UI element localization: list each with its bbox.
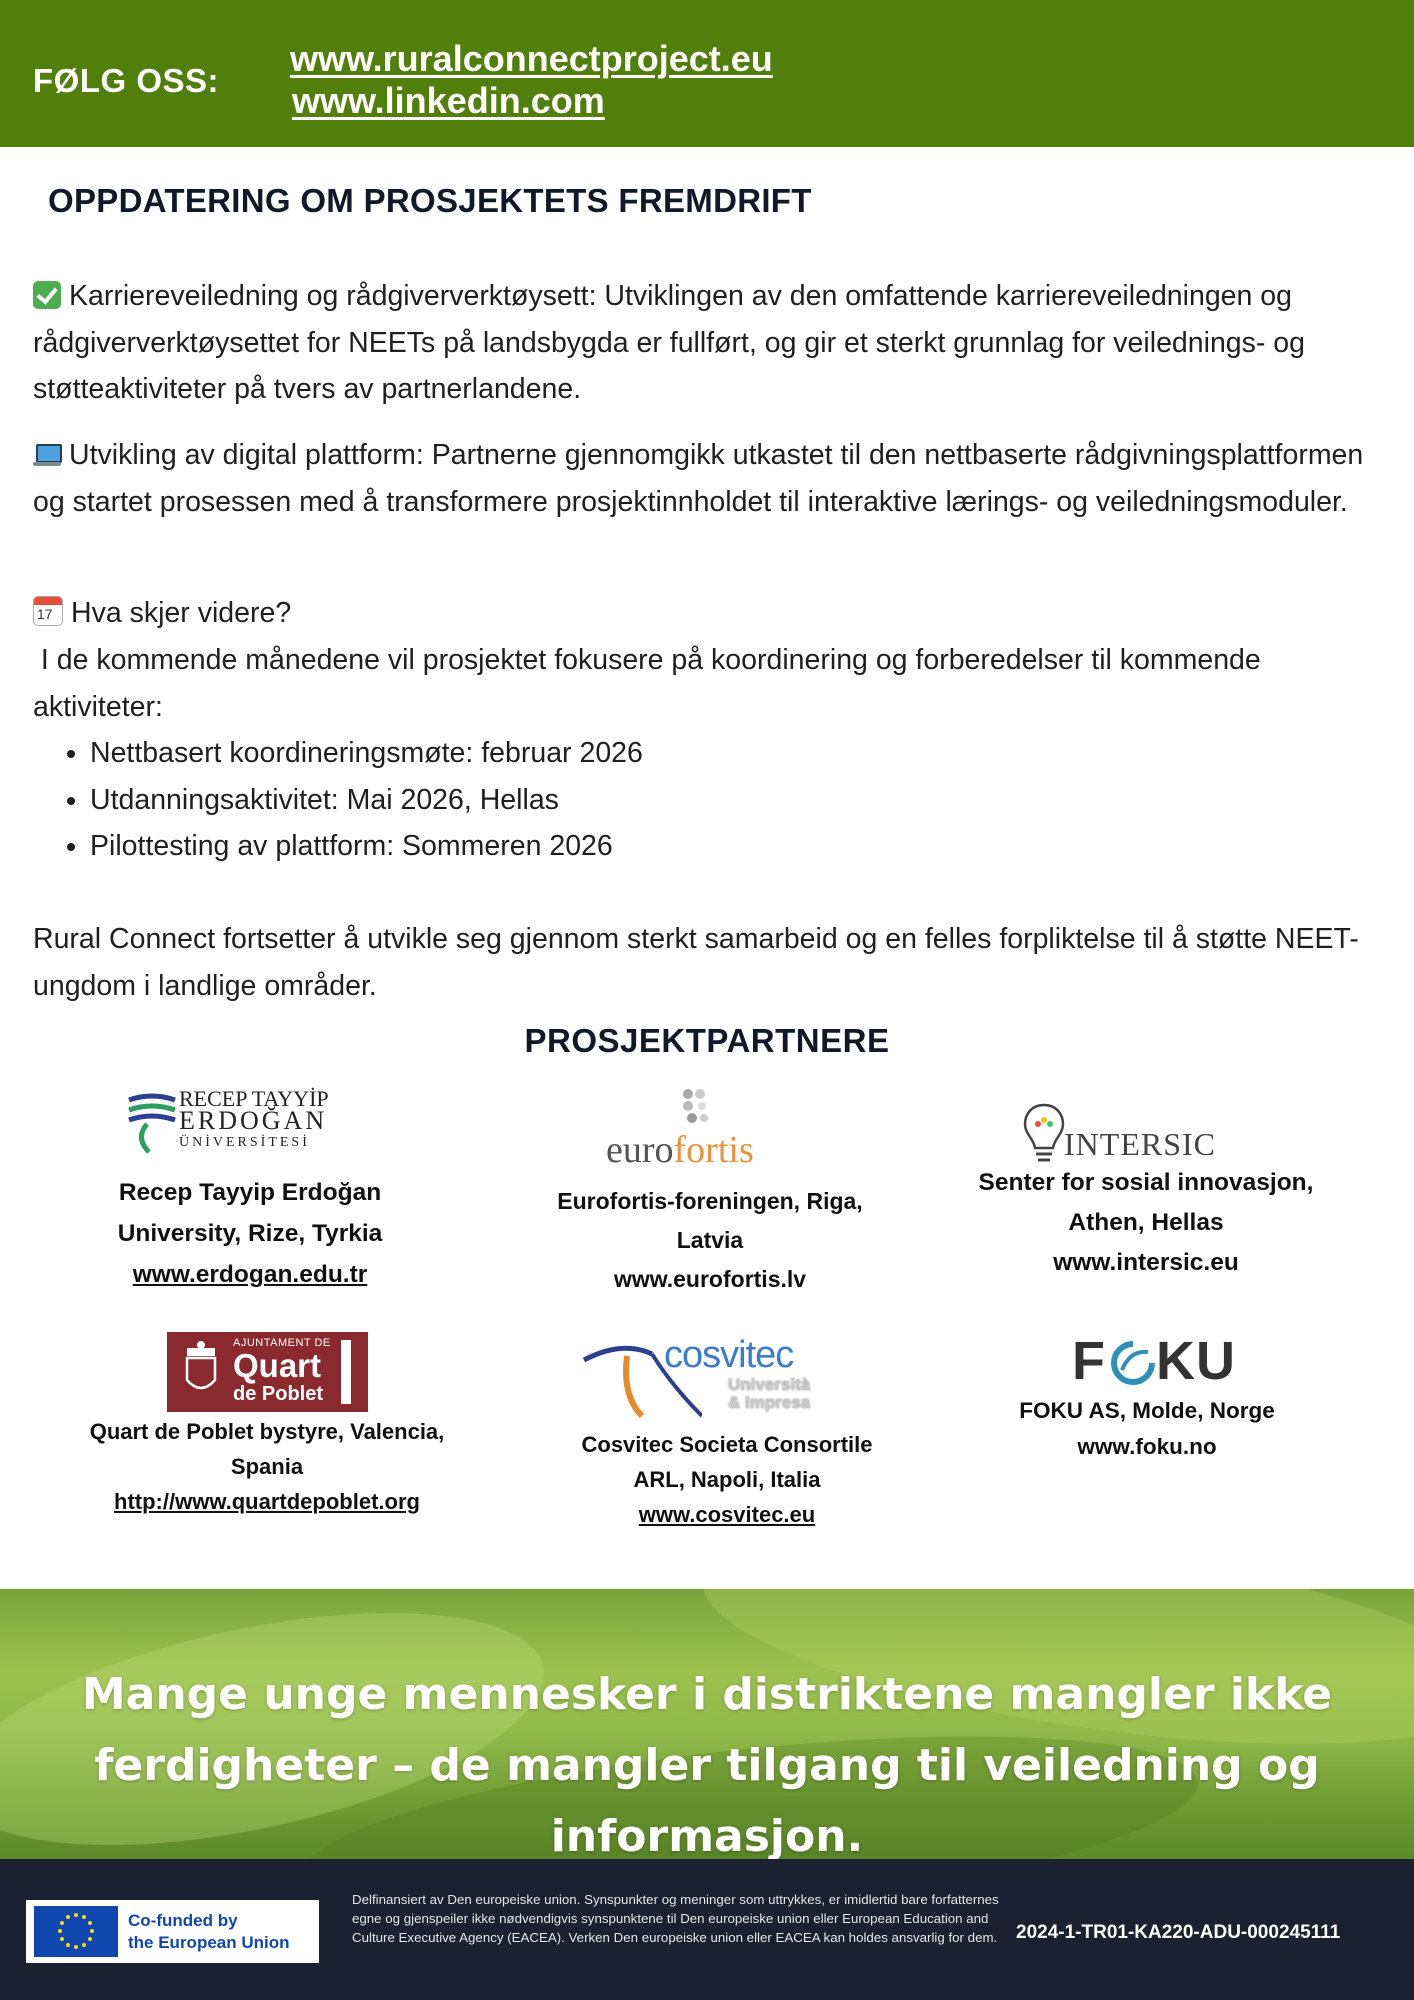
career-paragraph xyxy=(33,273,1383,413)
quart-de-poblet-logo: AJUNTAMENT DE Quart de Poblet xyxy=(167,1332,368,1412)
partners-heading: PROSJEKTPARTNERE xyxy=(524,1022,890,1059)
partner-foku: FOKU AS, Molde, Norge www.foku.no xyxy=(947,1393,1347,1465)
platform-paragraph xyxy=(33,432,1383,525)
eurofortis-logo: eurofortis xyxy=(606,1088,816,1176)
coat-of-arms-icon xyxy=(181,1340,221,1400)
eurofortis-link[interactable]: www.eurofortis.lv xyxy=(613,1266,807,1292)
laptop-icon xyxy=(33,440,61,468)
grass-banner xyxy=(0,1589,1414,1859)
list-item: • Pilottesting av plattform: Sommeren 2026 xyxy=(90,823,643,870)
eurofortis-dots-icon xyxy=(678,1088,718,1128)
page-title: OPPDATERING OM PROSJEKTETS FREMDRIFT xyxy=(48,182,812,219)
erdogan-emblem-icon xyxy=(127,1090,177,1156)
eu-cofunded-badge: Co-funded by the European Union xyxy=(26,1900,319,1963)
list-item: • Nettbasert koordineringsmøte: februar 2026 xyxy=(90,730,643,777)
partner-erdogan: Recep Tayyip Erdoğan University, Rize, Tyrkia www.erdogan.edu.tr xyxy=(60,1172,440,1295)
erdogan-link[interactable]: www.erdogan.edu.tr xyxy=(132,1261,368,1288)
cosvitec-link[interactable]: www.cosvitec.eu xyxy=(638,1502,816,1527)
follow-label: FØLG OSS: xyxy=(33,62,219,99)
project-code: 2024-1-TR01-KA220-ADU-000245111 xyxy=(1016,1922,1341,1943)
foku-o-swirl-icon xyxy=(1110,1340,1156,1386)
calendar-icon: 17 xyxy=(33,596,63,626)
lightbulb-icon xyxy=(1022,1102,1066,1168)
partner-quart: Quart de Poblet bystyre, Valencia, Spania http://www.quartdepoblet.org xyxy=(62,1414,472,1519)
next-heading xyxy=(33,590,1383,637)
intersic-logo: INTERSIC xyxy=(1022,1102,1232,1170)
partner-cosvitec: Cosvitec Societa Consortile ARL, Napoli, Italia www.cosvitec.eu xyxy=(527,1427,927,1532)
next-heading-text: Hva skjer videre? xyxy=(71,597,292,629)
erdogan-logo: RECEP TAYYİP ERDOĞAN ÜNİVERSİTESİ xyxy=(127,1088,357,1158)
platform-text: Utvikling av digital plattform: Partnerne gjennomgikk utkastet til den nettbaserte rådgivningsplattformen og startet prosessen med å transformere prosjektinnholdet til interaktive lærings- og veiledningsmoduler. xyxy=(33,439,1364,518)
cosvitec-logo: cosvitec Università & Impresa xyxy=(582,1336,830,1422)
partner-intersic: Senter for sosial innovasjon, Athen, Hellas www.intersic.eu xyxy=(946,1163,1346,1283)
banner-quote: Mange unge mennesker i distriktene mangler ikke ferdigheter – de mangler tilgang til veiledning og informasjon. xyxy=(81,1669,1333,1859)
next-intro: I de kommende månedene vil prosjektet fokusere på koordinering og forberedelser til kommende aktiviteter: xyxy=(33,644,1269,723)
foku-link[interactable]: www.foku.no xyxy=(1077,1434,1217,1459)
closing-paragraph: Rural Connect fortsetter å utvikle seg gjennom sterkt samarbeid og en felles forpliktelse til å støtte NEET-ungdom i landlige områder. xyxy=(33,923,1359,1002)
partner-eurofortis: Eurofortis-foreningen, Riga, Latvia www.eurofortis.lv xyxy=(520,1182,900,1299)
quart-link[interactable]: http://www.quartdepoblet.org xyxy=(114,1489,420,1514)
eu-flag-icon xyxy=(34,1906,118,1957)
website-link[interactable]: www.ruralconnectproject.eu xyxy=(290,38,773,79)
career-text: Karriereveiledning og rådgiververktøysett: Utviklingen av den omfattende karriereveiledningen og rådgiververktøysettet for NEETs på landsbygda er fullført, og gir et sterkt grunnlag for veilednings- og støtteaktiviteter på tvers av partnerlandene. xyxy=(33,280,1306,405)
linkedin-link[interactable]: www.linkedin.com xyxy=(292,80,605,121)
next-list xyxy=(56,730,643,870)
check-mark-icon xyxy=(33,281,61,309)
intersic-link[interactable]: www.intersic.eu xyxy=(1053,1249,1239,1276)
eu-disclaimer: Delfinansiert av Den europeiske union. Synspunkter og meninger som uttrykkes, er imidlertid bare forfatternes egne og gjenspeiler ikke nødvendigvis synspunktene til Den europeiske union eller European Education and Culture Executive Agency (EACEA). Verken Den europeiske union eller EACEA kan holdes ansvarlig for dem. xyxy=(352,1892,999,1945)
list-item: • Utdanningsaktivitet: Mai 2026, Hellas xyxy=(90,777,643,824)
foku-logo: F KU xyxy=(1072,1331,1236,1391)
